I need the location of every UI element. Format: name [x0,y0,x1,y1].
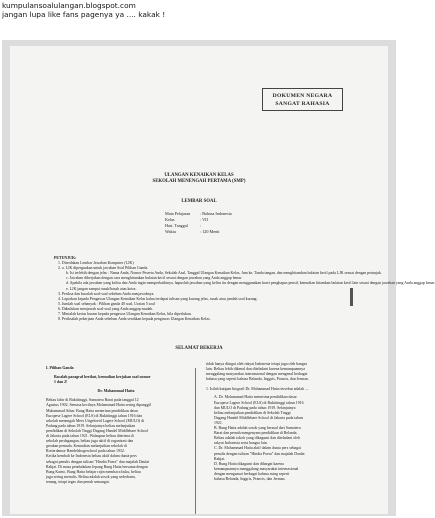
passage-line: menggalang masyarakat internasional dengan mengenal berbagai [206,372,308,377]
site-url: kumpulansoalulangan.blogspot.com [2,1,136,10]
option-line: beliau melanjutkan pendidikan di Sekolah Tinggi [214,410,291,415]
scan-mark [350,288,353,306]
passage-line: tidak hanya diingat oleh rakyat Indonesia tetapi juga oleh bangsa [206,362,308,366]
exam-sheet [10,46,435,514]
instruction-item: c. Jawaban dikerjakan dengan cara menghitamkan bulatan kecil sesuai dengan jawaban yang Anda anggap benar. [66,276,243,281]
selamat-bekerja: SELAMAT BEKERJA [175,346,223,351]
instructions [54,256,435,322]
ident-row: Hari, Tanggal : [165,223,202,228]
question-1: 1. Isilah kutipan biografi Dr. Mohammad Hatta tersebut adalah .... [206,387,309,392]
option-line: Rakjat. [214,456,226,461]
passage-line: Rakjat. Di masa pendudukan Jepang Bung Hatta bersama dengan [46,464,148,469]
option-line: A. Dr. Mohammad Hatta menerima pendidikan dasar [214,395,297,400]
identity-block [165,211,232,235]
passage-line: gerakan pemuda. Kemudian melanjutkan sekolah di [46,444,127,449]
passage-line: lain. Beliau lebih dikenal dan diteladani karena kemampuannya [206,367,305,372]
passage-line: Rotterdamse Handelshogeschool pada tahun 1932. [46,449,125,454]
instruction-item: 6. Dahulukan menjawab soal-soal yang Anda anggap mudah. [58,306,154,311]
instruction-item: e. LJK jangan sampai rusak/basah atau kotor. [66,286,137,291]
option-line: Europese Lagere School (ELS) di Bukittinggi tahun 1916 [214,400,304,405]
passage-line: Beliau lahir di Bukittinggi, Sumatera Barat pada tanggal 12 [46,398,139,403]
right-column [206,362,356,482]
column-divider [195,368,196,514]
option-line: 1921. [214,420,223,425]
passage-line: pendidikan di Sekolah Tinggi Dagang Handel Middlebare School [46,428,148,433]
badge-line-1: DOKUMEN NEGARA [272,93,333,99]
scanned-page [2,40,435,516]
option-line: B. Bung Hatta adalah sosok yang berasal dari Sumatera [214,426,301,431]
instructions-title: PETUNJUK: [54,256,77,260]
passage-line: sekolah perdagangan, beliau juga aktif di organisasi dan [46,439,134,444]
passage-line: sebagai penulis dengan tulisan "Hindia Poera" dan majalah Daulat [46,459,150,464]
option-line: C. Dr. Mohammad Hatta aktif dalam dunia pers sebagai [214,446,301,451]
option-line: dan MULO di Padang pada tahun 1919. Selanjutnya [214,405,296,410]
passage-line: bahasa yang seperti bahasa Belanda, Inggris, Prancis, dan Jerman. [206,377,309,382]
option-line: penulis dengan tulisan "Hindia Poera" dan majalah Daulat [214,451,305,456]
option-line: Dagang Handel Middlebare School di Jakarta pada tahun [214,415,303,420]
instruction-item: 1. Diterdakan Lembar Jawaban Komputer (LJK) [58,261,134,266]
ident-row: Kelas : VII [165,217,208,222]
option-line: Beliau adalah tokoh yang dikagumi dan diteladani oleh [214,436,300,441]
instruction-item: 7. Mintalah kertas buram kepada pengawas Ulangan Kenaikan Kelas, bila diperlukan. [58,312,192,317]
classification-badge [262,88,343,111]
option-line: rakyat Indonesia serta bangsa lain. [214,441,268,446]
option-line: kemampuannya menggalang masyarakat internasional [214,466,299,471]
prompt-line: 1 dan 2! [54,380,68,385]
passage-line: Europese Lagere School (ELS) di Bukittinggi tahun 1916 dan [46,413,143,418]
instruction-item: 8. Periksalah pekerjaan Anda sebelum Anda serahkan kepada pengawas Ulangan Kenaikan Kelas. [58,317,211,322]
ident-row: Waktu : 120 Menit [165,229,220,234]
option-line: bahasa Belanda, Inggris, Prancis, dan Jerman. [214,476,286,481]
passage-line: tenang, tetapi tegas dan penuh semangat. [46,479,110,484]
passage-line: sekolah menengah Meer Uitgebreid Lagere School (MULO) di [46,418,145,423]
instruction-item: b. Isi terlebih dengan jelas : Nama Anda, Nomor Peserta Anda, Sekolah Asal, Tanggal Ulangan Kenaikan Kelas, Jam ke, Tanda tangan, dan menghitamkan bulatan kecil pada LJK sesuai dengan petunjuk. [66,271,382,276]
instruction-item: d. Apabila ada jawaban yang keliru dan Anda ingin memperbaikinya, hapuslah jawaban yang keliru itu dengan menggunakan karet penghapus pensil, kemudian hitamkan bulatan kecil lain sesuai dengan jawaban yang Anda anggap benar. [66,281,435,286]
site-note: jangan lupa like fans pagenya ya .... kakak ! [2,10,166,20]
instruction-item: 3. Periksa dan bacalah soal-soal sebelum Anda menjawabnya. [58,291,155,296]
option-line: D. Bung Hatta dikagumi dan dihargai karena [214,461,284,466]
passage-title: Dr. Mohammad Hatta [97,389,135,394]
badge-line-2: SANGAT RAHASIA [275,101,330,107]
sheet-title: LEMBAR SOAL [181,199,217,204]
passage-line: di Jakarta pada tahun 1921. Walaupun beliau diterima di [46,434,134,439]
passage-line: Agustus 1902. Semasa kecilnya Mohammad Hatta sering dipanggil [46,403,151,408]
instruction-item: 2. a. LJK diperguakan untuk jawaban Soal Pilihan Ganda. [58,266,149,271]
section-heading: I. Pilihan Ganda [46,366,74,370]
instruction-item: 4. Laporkan kepada Pengawas Ulangan Kenaikan Kelas kalau terdapat tulisan yang kurang jelas, rusak atau jumlah soal kurang. [58,296,258,301]
prompt-line: Bacalah paragraf berikut, kemudian kerjakan soal nomor [54,375,151,380]
option-line: Barat dan pernah mengenyam pendidikan di Belanda. [214,431,298,436]
passage-line: Padang pada tahun 1919. Selanjutnya beliau melanjutkan [46,423,136,428]
option-line: dengan menguasai berbagai bahasa asing seperti [214,471,290,476]
passage-line: Ketika kembali ke Indonesia beliau aktif dalam dunia pers [46,454,137,459]
school-level: SEKOLAH MENENGAH PERTAMA (SMP) [152,179,246,184]
instruction-item: 5. Jumlah soal sebanyak : Pilihan ganda 40 soal, Uraian 5 soal [58,301,155,306]
passage-line: juga sering menulis. Beliau adalah sosok yang sederhana, [46,474,136,479]
passage-line: Muhammad Athar. Bung Hatta menerima pendidikan dasar [46,408,138,413]
passage-line: Bung Karno, Bung Hatta belajar rajin membaca buku, beliau [46,469,141,474]
left-column [46,366,186,485]
ident-row: Mata Pelajaran : Bahasa Indonesia [165,211,232,216]
exam-title: ULANGAN KENAIKAN KELAS [164,173,234,178]
site-watermark [2,1,165,20]
